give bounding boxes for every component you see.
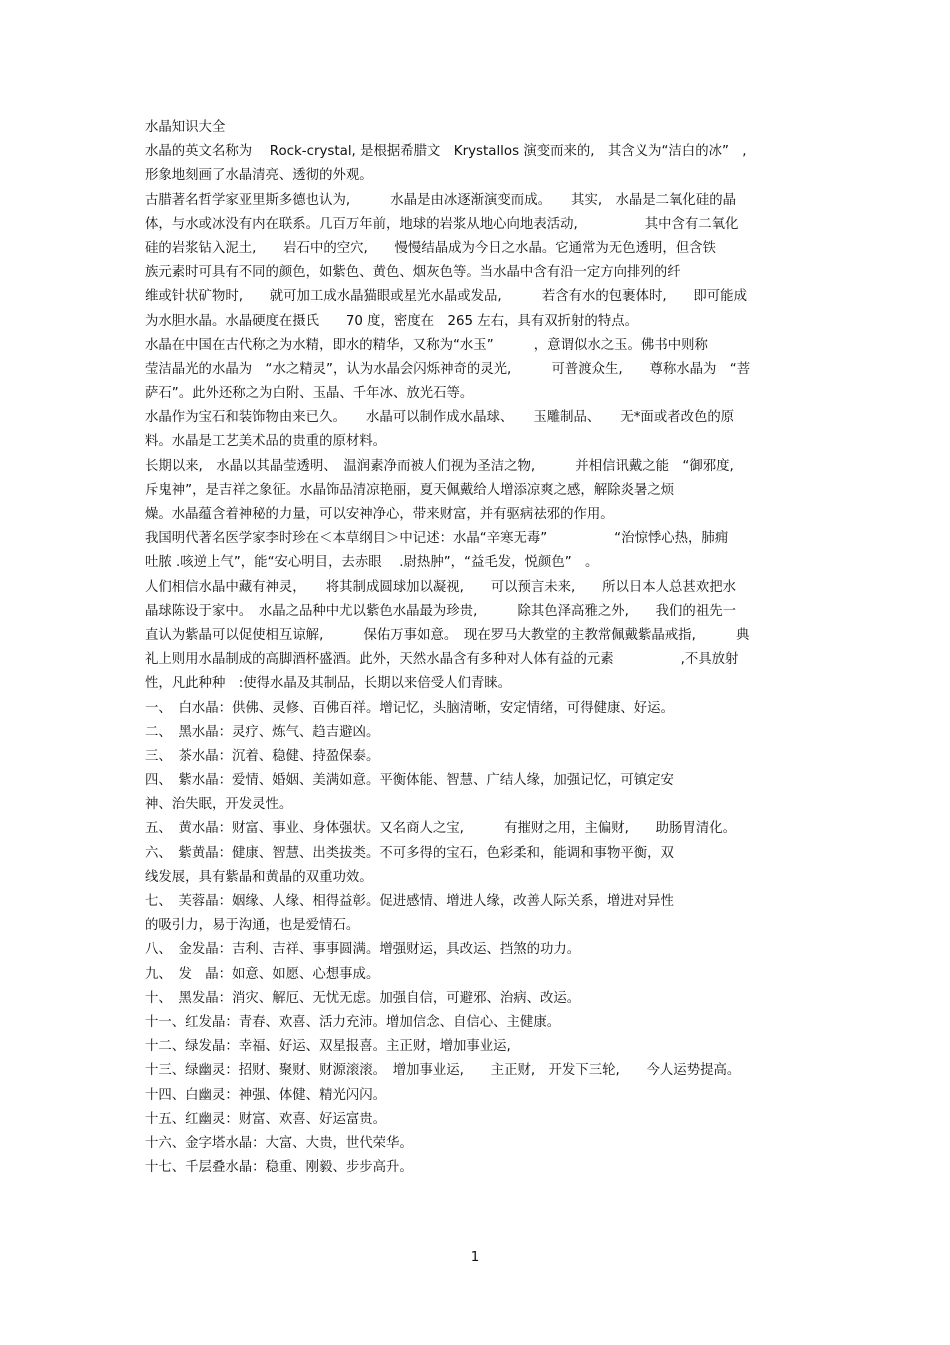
text-line: 五、 黄水晶：财富、事业、身体强状。又名商人之宝, 有摧财之用，主偏财, 助肠胃清化。 [145, 821, 736, 837]
text-line: 硅的岩浆钻入泥土, 岩石中的空穴, 慢慢结晶成为今日之水晶。它通常为无色透明，但含铁 [145, 240, 716, 256]
text-line: 十一、红发晶：青春、欢喜、活力充沛。增加信念、自信心、主健康。 [145, 1014, 561, 1030]
text-line: 十七、千层叠水晶：稳重、刚毅、步步高升。 [145, 1160, 413, 1176]
text-line: 十四、白幽灵：神强、体健、精光闪闪。 [145, 1087, 387, 1103]
text-line: 萨石”。此外还称之为白附、玉晶、千年冰、放光石等。 [145, 386, 474, 402]
text-line: 三、 茶水晶：沉着、稳健、持盈保泰。 [145, 748, 380, 764]
document-body [145, 116, 810, 1180]
text-line: 为水胆水晶。水晶硬度在摄氏 70 度，密度在 265 左右，具有双折射的特点。 [145, 313, 638, 329]
text-line: 维或针状矿物时, 就可加工成水晶猫眼或星光水晶或发品, 若含有水的包裹体时, 即可能成 [145, 289, 747, 305]
text-line: 吐脓 .咳逆上气”，能“安心明目，去赤眼 .尉热肿”，“益毛发，悦颜色” 。 [145, 555, 599, 571]
text-line: 十三、绿幽灵：招财、聚财、财源滚滚。 增加事业运, 主正财, 开发下三轮, 今人运势提高。 [145, 1063, 741, 1079]
text-line: 族元素时可具有不同的颜色，如紫色、黄色、烟灰色等。当水晶中含有沿一定方向排列的纤 [145, 265, 681, 281]
text-line: 七、 芙蓉晶：姻缘、人缘、相得益彰。促进感情、增进人缘，改善人际关系，增进对异性 [145, 894, 674, 909]
text-line: 古腊著名哲学家亚里斯多德也认为, 水晶是由冰逐渐演变而成。 其实, 水晶是二氧化硅的晶 [145, 192, 736, 208]
text-line: 斥鬼神”，是吉祥之象征。水晶饰品清凉艳丽，夏天佩戴给人增添凉爽之感，解除炎暑之烦 [145, 482, 675, 498]
text-line: 礼上则用水晶制成的高脚酒杯盛酒。此外，天然水晶含有多种对人体有益的元素 ,不具放射 [145, 652, 739, 668]
text-line: 神、治失眠，开发灵性。 [145, 797, 293, 813]
text-line: 我国明代著名医学家李时珍在＜本草纲目＞中记述：水晶“辛寒无毒” “治惊悸心热，肺痈 [145, 531, 729, 547]
page-number: 1 [470, 1250, 480, 1265]
text-line: 线发展，具有紫晶和黄晶的双重功效。 [145, 869, 373, 885]
text-line: 晶球陈设于家中。 水晶之品种中尤以紫色水晶最为珍贵, 除其色泽高雅之外, 我们的祖先一 [145, 603, 736, 619]
text-line: 十六、金字塔水晶：大富、大贵，世代荣华。 [145, 1135, 413, 1151]
document-title: 水晶知识大全 [145, 120, 226, 135]
text-line: 性，凡此种种 :使得水晶及其制品，长期以来倍受人们青睐。 [145, 676, 512, 692]
text-line: 九、 发 晶：如意、如愿、心想事成。 [145, 966, 380, 982]
text-line: 水晶在中国在古代称之为水精，即水的精华，又称为“水玉” ，意谓似水之玉。佛书中则称 [145, 337, 708, 353]
text-line: 一、 白水晶：供佛、灵修、百佛百祥。增记忆，头脑清晰，安定情绪，可得健康、好运。 [145, 700, 674, 716]
text-line: 六、 紫黄晶：健康、智慧、出类拔类。不可多得的宝石，色彩柔和，能调和事物平衡，双 [145, 845, 674, 861]
text-line: 体，与水或冰没有内在联系。几百万年前，地球的岩浆从地心向地表活动, 其中含有二氧化 [145, 216, 739, 232]
text-line: 四、 紫水晶：爱情、婚姻、美满如意。平衡体能、智慧、广结人缘，加强记忆，可镇定安 [145, 773, 674, 789]
text-line: 水晶的英文名称为 Rock-crystal, 是根据希腊文 Krystallos 演变而来的, 其含义为“洁白的冰” , [145, 144, 747, 160]
text-line: 莹洁晶光的水晶为 “水之精灵”，认为水晶会闪烁神奇的灵光, 可普渡众生, 尊称水晶为 “菩 [145, 361, 751, 377]
text-line: 人们相信水晶中藏有神灵， 将其制成圆球加以凝视, 可以预言未来, 所以日本人总甚欢把水 [145, 579, 736, 595]
text-line: 水晶作为宝石和装饰物由来已久。 水晶可以制作成水晶球、 玉雕制品、 无*面或者改色的原 [145, 410, 735, 426]
text-line: 直认为紫晶可以促使相互谅解, 保佑万事如意。 现在罗马大教堂的主教常佩戴紫晶戒指, 典 [145, 627, 750, 643]
text-line: 十、 黑发晶：消灾、解厄、无忧无虑。加强自信，可避邪、治病、改运。 [145, 990, 581, 1006]
paragraph-lines [145, 140, 810, 1180]
text-line: 八、 金发晶：吉利、吉祥、事事圆满。增强财运，具改运、挡煞的功力。 [145, 942, 581, 958]
text-line: 料。水晶是工艺美术品的贵重的原材料。 [145, 434, 387, 450]
text-line: 十五、红幽灵：财富、欢喜、好运富贵。 [145, 1111, 387, 1127]
text-line: 十二、绿发晶：幸福、好运、双星报喜。主正财，增加事业运, [145, 1039, 511, 1055]
text-line: 长期以来, 水晶以其晶莹透明、 温润素净而被人们视为圣洁之物, 并相信讯戴之能 “御邪度, [145, 458, 734, 474]
text-line: 燥。水晶蕴含着神秘的力量，可以安神净心，带来财富，并有驱病祛邪的作用。 [145, 507, 614, 522]
text-line: 二、 黑水晶：灵疗、炼气、趋吉避凶。 [145, 724, 380, 740]
text-line: 形象地刻画了水晶清亮、透彻的外观。 [145, 168, 373, 184]
text-line: 的吸引力，易于沟通，也是爱情石。 [145, 918, 360, 934]
